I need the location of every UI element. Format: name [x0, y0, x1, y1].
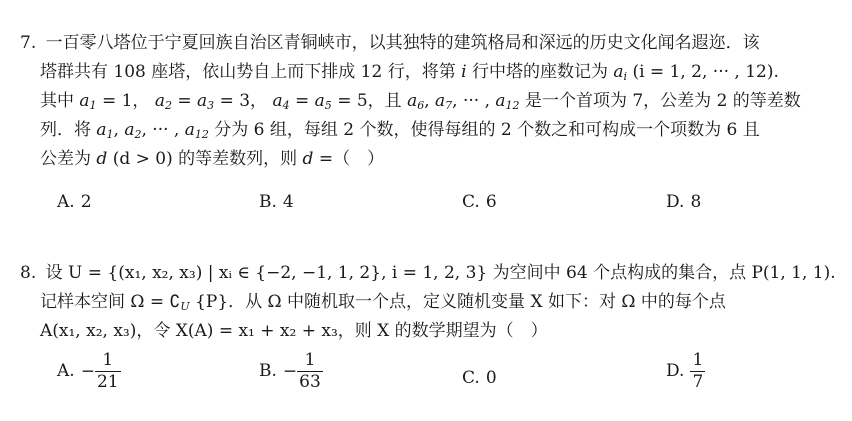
- q8-option-a: A. − $\frac{1}{21}$: [57, 350, 119, 392]
- q7-option-b: B. 4: [259, 192, 294, 212]
- q8-option-b: B. − $\frac{1}{63}$: [259, 350, 321, 392]
- q8-number: 8.: [20, 263, 37, 283]
- q7-line-1: 7. 一百零八塔位于宁夏回族自治区青铜峡市，以其独特的建筑格局和深远的历史文化闻名遐迩．该: [20, 33, 760, 53]
- q7-line-3: 其中 $a_1 = 1$， $a_2 = a_3 = 3$， $a_4 = a_5 = 5$，且 $a_6$, $a_7$, ··· , $a_{12}$ 是一个首项为 7，公差为 2 的等差数: [40, 91, 801, 112]
- q8-option-c: C. 0: [462, 368, 497, 388]
- q7-option-a: A. 2: [57, 192, 92, 212]
- q7-number: 7.: [20, 33, 37, 53]
- q7-option-d: D. 8: [666, 192, 702, 212]
- q7-line-2: 塔群共有 108 座塔，依山势自上而下排成 12 行，将第 i 行中塔的座数记为 $a_i$ (i = 1, 2, ··· , 12).: [40, 62, 779, 83]
- q8-option-a-fraction: $\frac{1}{21}$: [96, 350, 119, 392]
- q7-option-c: C. 6: [462, 192, 497, 212]
- q7-line-4: 列．将 $a_1$, $a_2$, ··· , $a_{12}$ 分为 6 组，每组 2 个数，使得每组的 2 个数之和可构成一个项数为 6 且: [40, 120, 760, 141]
- q8-option-d: D. $\frac{1}{7}$: [666, 350, 704, 392]
- q8-line-3: A(x₁, x₂, x₃)，令 X(A) = x₁ + x₂ + x₃，则 X 的数学期望为（ ）: [40, 321, 548, 341]
- q8-line-2: 记样本空间 $\Omega = ∁_U$ {P}．从 Ω 中随机取一个点，定义随机变量 X 如下：对 Ω 中的每个点: [40, 292, 726, 313]
- q8-line-1: 8. 设 U = {(x₁, x₂, x₃) | xᵢ ∈ {−2, −1, 1, 2}, i = 1, 2, 3} 为空间中 64 个点构成的集合，点 P(1, 1, 1).: [20, 263, 836, 283]
- q7-line-5: 公差为 d (d > 0) 的等差数列，则 d =（ ）: [40, 149, 385, 169]
- q8-option-b-fraction: $\frac{1}{63}$: [299, 350, 321, 392]
- q8-option-d-fraction: $\frac{1}{7}$: [692, 350, 704, 392]
